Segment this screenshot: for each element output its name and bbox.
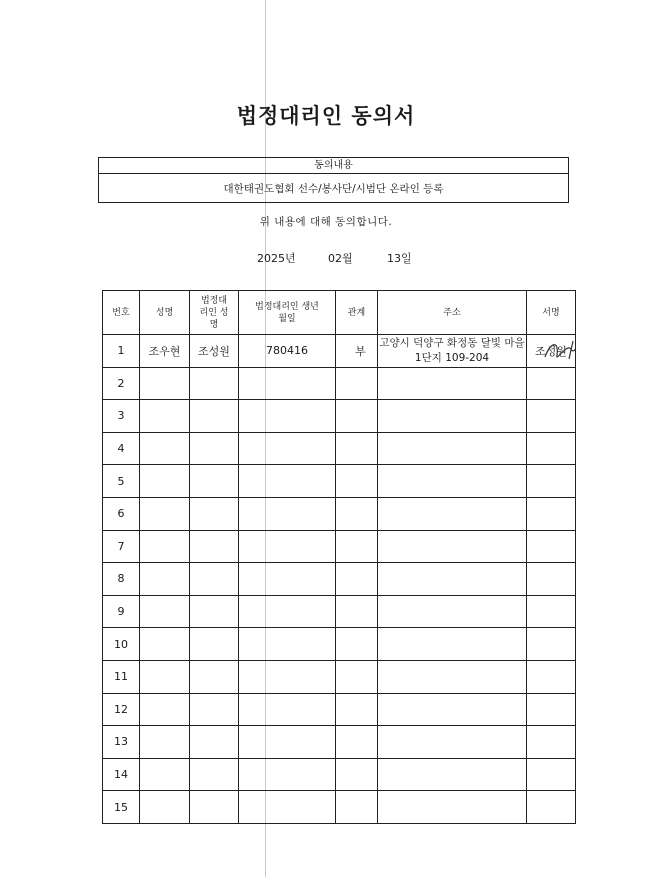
row-no: 9 <box>103 595 140 628</box>
row-no: 5 <box>103 465 140 498</box>
row-no: 4 <box>103 432 140 465</box>
document-title: 법정대리인 동의서 <box>236 104 416 128</box>
row-no: 11 <box>103 660 140 693</box>
header-guardian-name <box>190 291 239 335</box>
header-name: 성명 <box>140 291 190 335</box>
signature-text: 조성원 <box>535 344 567 358</box>
row-address: 고양시 덕양구 화정동 달빛 마을 1단지 109-204 <box>378 335 527 368</box>
row-no: 13 <box>103 726 140 759</box>
handwritten-signature-mark <box>537 337 576 365</box>
row-no: 12 <box>103 693 140 726</box>
row-no: 10 <box>103 628 140 661</box>
row-guardian-birth: 780416 <box>239 335 336 368</box>
row-no: 7 <box>103 530 140 563</box>
table-row <box>103 628 576 661</box>
table-header-row <box>103 291 576 335</box>
table-row <box>103 432 576 465</box>
row-signature <box>527 335 576 368</box>
table-row <box>103 400 576 433</box>
row-no: 8 <box>103 563 140 596</box>
table-row <box>103 367 576 400</box>
header-guardian-name-text: 법정대리인 성명 <box>199 295 229 330</box>
table-row <box>103 465 576 498</box>
table-row <box>103 497 576 530</box>
row-no: 15 <box>103 791 140 824</box>
row-relation: 부 <box>336 335 378 368</box>
table-row <box>103 660 576 693</box>
signing-date <box>0 250 652 266</box>
table-row <box>103 726 576 759</box>
header-signature: 서명 <box>527 291 576 335</box>
row-no: 2 <box>103 367 140 400</box>
consent-content-text: 대한태권도협회 선수/봉사단/시범단 온라인 등록 <box>223 183 444 195</box>
row-name: 조우현 <box>140 335 190 368</box>
header-guardian-birth <box>239 291 336 335</box>
row-no: 1 <box>103 335 140 368</box>
date-year: 2025년 <box>257 252 296 265</box>
row-no: 14 <box>103 758 140 791</box>
header-no: 번호 <box>103 291 140 335</box>
guardian-consent-table <box>102 290 576 824</box>
table-row <box>103 335 576 368</box>
row-no: 3 <box>103 400 140 433</box>
table-row <box>103 758 576 791</box>
table-row <box>103 693 576 726</box>
table-row <box>103 530 576 563</box>
consent-content-box <box>98 157 569 203</box>
date-day: 13일 <box>387 252 412 265</box>
row-guardian-name: 조성원 <box>190 335 239 368</box>
table-row <box>103 791 576 824</box>
agreement-statement: 위 내용에 대해 동의합니다. <box>259 216 393 228</box>
header-guardian-birth-text: 법정대리인 생년월일 <box>255 301 319 324</box>
table-row <box>103 595 576 628</box>
header-relation: 관계 <box>336 291 378 335</box>
date-month: 02월 <box>328 252 353 265</box>
header-address: 주소 <box>378 291 527 335</box>
consent-content-header: 동의내용 <box>99 158 568 174</box>
row-no: 6 <box>103 497 140 530</box>
table-row <box>103 563 576 596</box>
